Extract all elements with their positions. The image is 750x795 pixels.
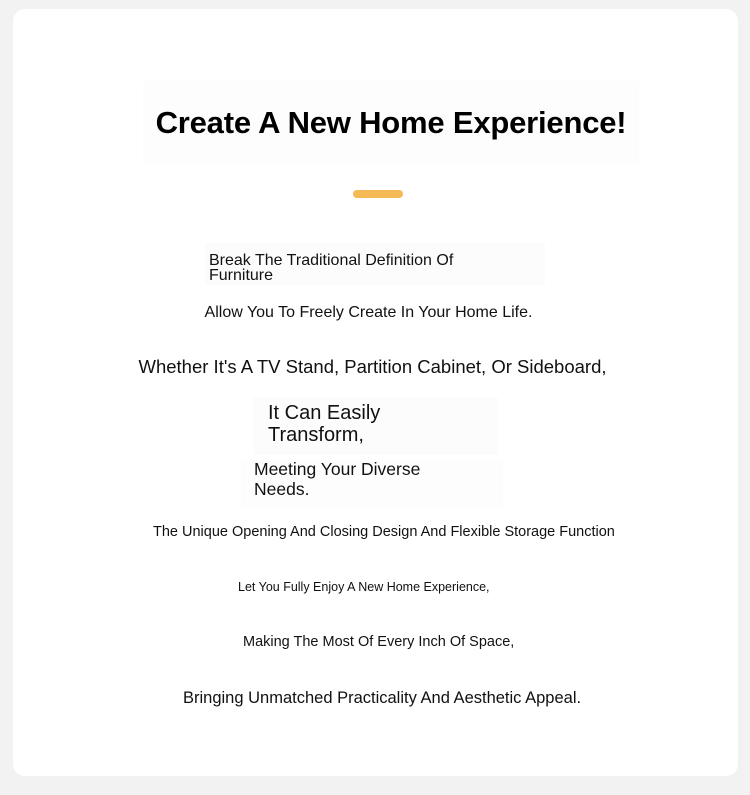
text-block-needs [241,461,503,507]
page-title: Create A New Home Experience! [155,105,627,140]
text-line-transform: Transform, [268,424,364,446]
accent-divider [353,190,403,198]
text-line-furniture: Furniture [209,267,274,284]
text-line-enjoy: Let You Fully Enjoy A New Home Experience, [238,580,490,594]
text-line-break-definition: Break The Traditional Definition Of [209,252,454,269]
text-line-tv-stand: Whether It's A TV Stand, Partition Cabinet, Or Sideboard, [138,356,607,377]
title-block [143,81,639,165]
text-line-diverse: Meeting Your Diverse [254,459,421,479]
text-line-easily: It Can Easily [268,402,381,424]
text-line-practicality: Bringing Unmatched Practicality And Aesthetic Appeal. [183,689,582,707]
text-block-transform [253,397,498,455]
text-line-opening-closing: The Unique Opening And Closing Design And Flexible Storage Function [153,524,615,540]
text-line-needs: Needs. [254,479,310,499]
text-block-furniture [205,243,545,285]
content-card [13,9,738,776]
text-line-freely-create: Allow You To Freely Create In Your Home Life. [204,304,533,321]
text-line-every-inch: Making The Most Of Every Inch Of Space, [243,634,515,650]
